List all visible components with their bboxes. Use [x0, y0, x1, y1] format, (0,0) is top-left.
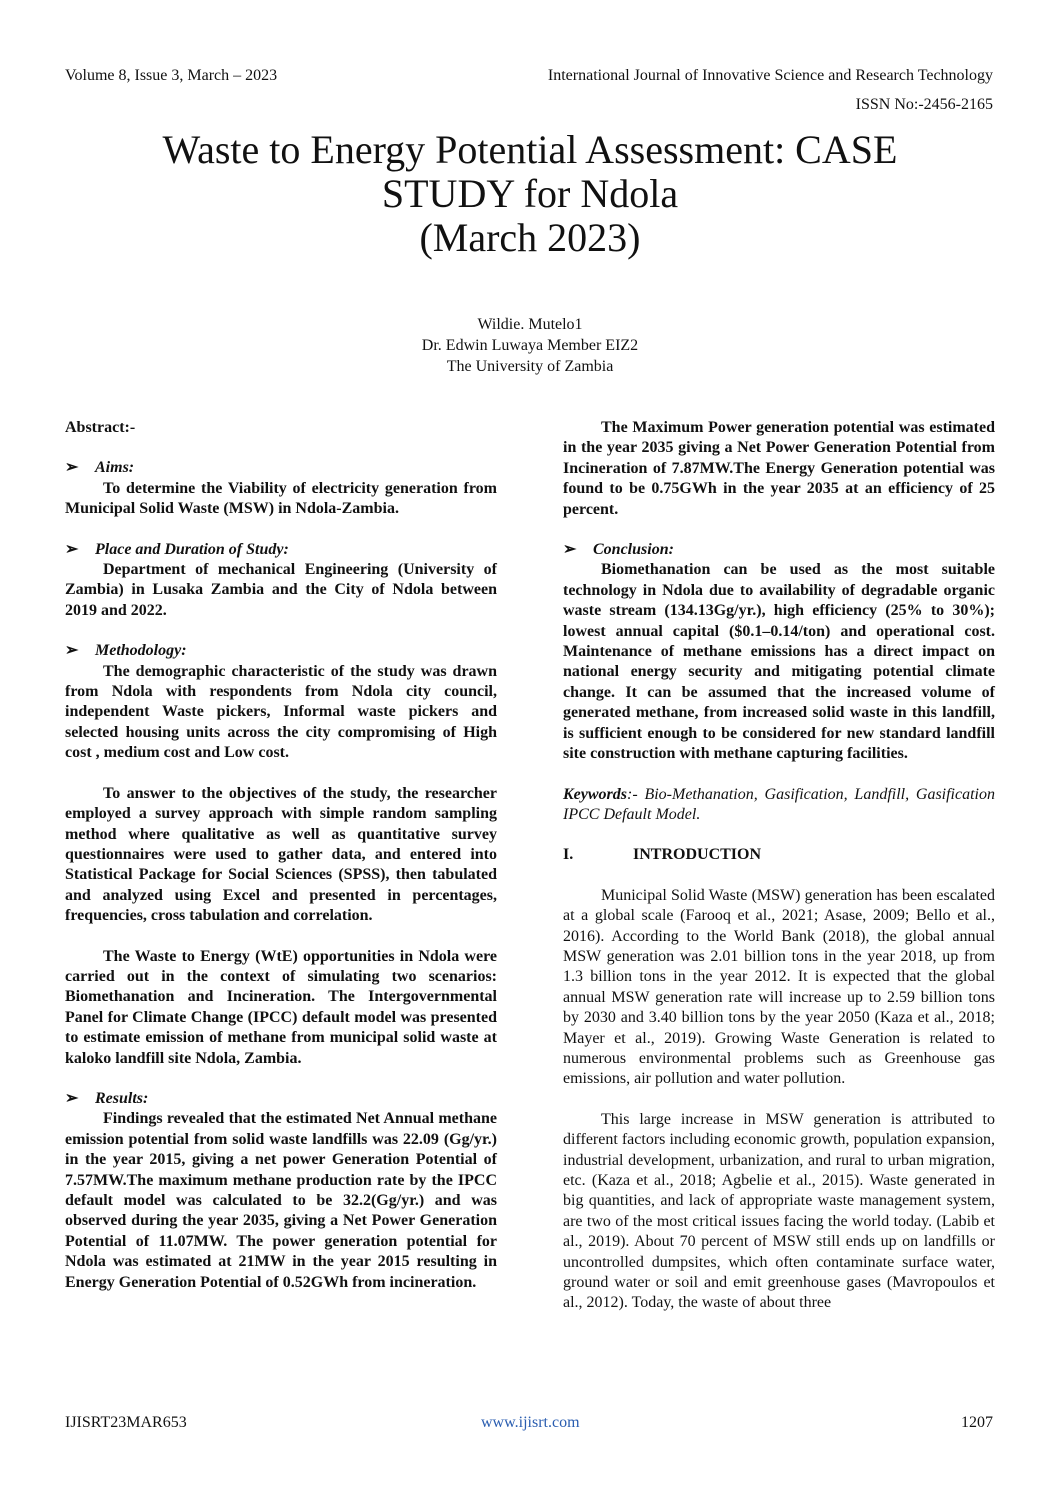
aims-heading-text: Aims:	[95, 459, 135, 477]
header-volume: Volume 8, Issue 3, March – 2023	[65, 67, 278, 84]
place-heading-text: Place and Duration of Study:	[95, 540, 289, 558]
aims-text: To determine the Viability of electricity generation from Municipal Solid Waste (MSW) in Ndola-Zambia.	[65, 479, 497, 518]
conclusion-heading	[563, 540, 995, 560]
methodology-paragraph-1: The demographic characteristic of the study was drawn from Ndola with respondents from Ndola city council, independent Waste pickers, Informal waste pickers and selected housing units across the city compromising of High cost , medium cost and Low cost.	[65, 662, 497, 762]
author-2: Dr. Edwin Luwaya Member EIZ2	[421, 337, 639, 354]
intro-paragraph-2: This large increase in MSW generation is attributed to different factors including economic growth, population expansion, industrial development, urbanization, and rural to urban migration, etc. (Kaza et al., 2018; Agbelie et al., 2015). Waste generated in big quantities, and lack of appropriate waste management system, are two of the most critical issues facing the world today. (Labib et al., 2019). About 70 percent of MSW still ends up on landfills or uncontrolled dumpsites, which often contaminate surface water, ground water or soil and emit greenhouse gases (Mavropoulos et al., 2012). Today, the waste of about three	[563, 1110, 995, 1312]
methodology-heading	[65, 641, 497, 661]
title-line-3: (March 2023)	[419, 215, 641, 260]
keywords-text: :- Bio-Methanation, Gasification, Landfill, Gasification IPCC Default Model.	[563, 785, 995, 823]
footer-page-number: 1207	[961, 1414, 993, 1431]
section-number: I.	[563, 846, 574, 864]
section-heading-introduction	[563, 845, 995, 865]
place-heading	[65, 540, 497, 560]
results-paragraph-2: The Maximum Power generation potential was estimated in the year 2035 giving a Net Power Generation Potential from Incineration of 7.87MW.The Energy Generation potential was found to be 0.75GWh in the year 2035 at an efficiency of 25 percent.	[563, 419, 995, 518]
title-line-2: STUDY for Ndola	[381, 171, 679, 216]
results-paragraph-1: Findings revealed that the estimated Net Annual methane emission potential from solid waste landfills was 22.09 (Gg/yr.) in the year 2015, giving a net power Generation Potential of 7.57MW.The maximum methane production rate by the IPCC default model was calculated to be 32.2(Gg/yr.) and was observed during the year 2035, giving a Net Power Generation Potential of 11.07MW. The power generation potential for Ndola was estimated at 21MW in the year 2015 resulting in Energy Generation Potential of 0.52GWh from incineration.	[65, 1110, 497, 1291]
affiliation: The University of Zambia	[446, 358, 614, 375]
left-column	[65, 418, 497, 1293]
arrow-bullet-icon: ➢	[65, 459, 79, 477]
arrow-bullet-icon: ➢	[65, 1089, 79, 1107]
conclusion-text: Biomethanation can be used as the most suitable technology in Ndola due to availability of degradable organic waste stream (134.13Gg/yr.), high efficiency (25% to 30%); lowest annual capital ($0.1–0.14/ton) and operational cost. Maintenance of methane emissions has a direct impact on national energy security and mitigating potential climate change. It can be assumed that the increased volume of generated methane, from increased solid waste in this landfill, is sufficient enough to be considered for new standard landfill site construction with methane capturing facilities.	[563, 561, 995, 763]
footer-url-link[interactable]: www.ijisrt.com	[481, 1414, 580, 1431]
methodology-paragraph-3: The Waste to Energy (WtE) opportunities in Ndola were carried out in the context of simulating two scenarios: Biomethanation and Incineration. The Intergovernmental Panel for Climate Change (IPCC) default model was presented to estimate emission of methane from municipal solid waste at kaloko landfill site Ndola, Zambia.	[65, 947, 497, 1067]
results-heading-text: Results:	[95, 1089, 149, 1107]
footer-paper-code: IJISRT23MAR653	[65, 1414, 187, 1431]
arrow-bullet-icon: ➢	[65, 540, 79, 558]
aims-heading	[65, 458, 497, 478]
author-block	[280, 314, 780, 377]
intro-paragraph-1: Municipal Solid Waste (MSW) generation has been escalated at a global scale (Farooq et al., 2021; Asase, 2009; Bello et al., 2016). According to the World Bank (2018), the global annual MSW generation was 2.01 billion tons in the year 2018, up from 1.3 billion tons in the year 2012. It is expected that the global annual MSW generation rate will increase up to 2.59 billion tons by 2030 and 3.40 billion tons by the year 2050 (Kaza et al., 2018; Mayer et al., 2019). Growing Waste Generation is related to numerous environmental problems such as Greenhouse gas emissions, air pollution and water pollution.	[563, 886, 995, 1088]
keywords-label: Keywords	[563, 785, 627, 803]
arrow-bullet-icon: ➢	[563, 541, 577, 559]
methodology-paragraph-2: To answer to the objectives of the study, the researcher employed a survey approach with simple random sampling method where qualitative as well as quantitative survey questionnaires were used to gather data, and entered into Statistical Package for Social Sciences (SPSS), then tabulated and analyzed using Excel and presented in percentages, frequencies, cross tabulation and correlation.	[65, 784, 497, 925]
header-journal: International Journal of Innovative Science and Research Technology	[547, 67, 993, 84]
author-1: Wildie. Mutelo1	[477, 316, 583, 333]
keywords	[563, 785, 995, 826]
place-text: Department of mechanical Engineering (University of Zambia) in Lusaka Zambia and the City of Ndola between 2019 and 2022.	[65, 561, 497, 619]
title-line-1: Waste to Energy Potential Assessment: CASE	[162, 127, 898, 172]
right-column	[563, 418, 995, 1314]
header-issn: ISSN No:-2456-2165	[855, 96, 993, 113]
section-title: INTRODUCTION	[633, 846, 762, 864]
results-heading	[65, 1089, 497, 1109]
arrow-bullet-icon: ➢	[65, 642, 79, 660]
abstract-label: Abstract:-	[65, 419, 136, 436]
paper-title	[90, 128, 970, 260]
methodology-heading-text: Methodology:	[95, 642, 187, 660]
conclusion-heading-text: Conclusion:	[593, 541, 674, 559]
